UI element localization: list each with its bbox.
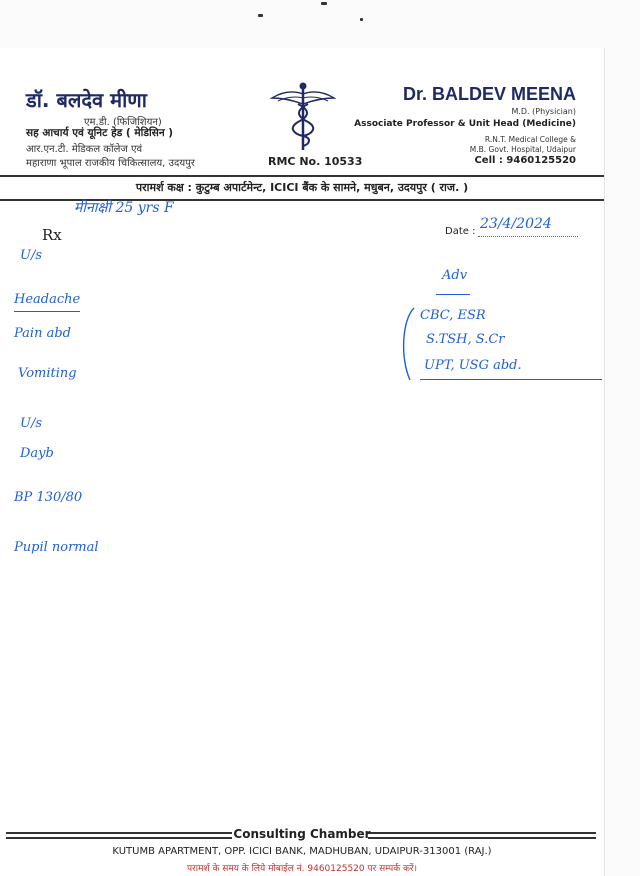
doctor-position-hindi: सह आचार्य एवं यूनिट हेड ( मेडिसिन ) xyxy=(26,127,174,139)
patient-note: मीनाक्षी 25 yrs F xyxy=(74,200,174,216)
handwritten-line: U/s xyxy=(20,248,43,263)
date-value: 23/4/2024 xyxy=(480,216,552,232)
investigation-line: S.TSH, S.Cr xyxy=(426,332,505,347)
hospital-hindi: महाराणा भूपाल राजकीय चिकित्सालय, उदयपुर xyxy=(26,158,195,169)
college-hindi: आर.एन.टी. मेडिकल कॉलेज एवं xyxy=(26,144,143,155)
underline xyxy=(14,311,80,312)
divider xyxy=(0,175,604,177)
scan-speck xyxy=(258,14,263,17)
scan-speck xyxy=(360,18,363,21)
doctor-position-english: Associate Professor & Unit Head (Medicine) xyxy=(354,119,576,129)
handwritten-line: Pain abd xyxy=(14,326,71,341)
advice-heading: Adv xyxy=(442,268,468,283)
underline xyxy=(420,379,602,380)
handwritten-line: Vomiting xyxy=(18,366,77,381)
doctor-name-english: Dr. BALDEV MEENA xyxy=(402,84,576,104)
date-label: Date : xyxy=(445,226,476,237)
doctor-name-hindi: डॉ. बलदेव मीणा xyxy=(26,88,147,112)
handwritten-line: U/s xyxy=(20,416,43,431)
footer-title: Consulting Chamber xyxy=(233,827,371,841)
hospital-english: M.B. Govt. Hospital, Udaipur xyxy=(469,145,576,154)
scan-speck xyxy=(321,2,327,5)
prescription-page xyxy=(0,48,605,876)
cell-number: Cell : 9460125520 xyxy=(474,155,576,166)
doctor-degree-english: M.D. (Physician) xyxy=(511,107,576,116)
doctor-degree-hindi: एम.डी. (फिजिशियन) xyxy=(84,117,162,128)
footer-address: KUTUMB APARTMENT, OPP. ICICI BANK, MADHUBAN, UDAIPUR-313001 (RAJ.) xyxy=(112,846,492,857)
rmc-number: RMC No. 10533 xyxy=(268,155,363,168)
college-english: R.N.T. Medical College & xyxy=(484,135,576,144)
caduceus-icon xyxy=(270,80,336,152)
handwritten-line: BP 130/80 xyxy=(14,490,83,505)
handwritten-line: Dayb xyxy=(20,446,54,461)
handwritten-line: Headache xyxy=(14,292,81,307)
chamber-address-hindi: परामर्श कक्ष : कुटुम्ब अपार्टमेन्ट, ICICI बैंक के सामने, मधुबन, उदयपुर ( राज. ) xyxy=(135,181,469,194)
investigation-line: UPT, USG abd. xyxy=(424,358,522,373)
investigation-line: CBC, ESR xyxy=(420,308,486,323)
bracket xyxy=(396,306,418,382)
footer-contact-note: परामर्श के समय के लिये मोबाईल नं. 9460125520 पर सम्पर्क करें। xyxy=(187,864,417,874)
handwritten-line: Pupil normal xyxy=(14,540,99,555)
rx-symbol: Rx xyxy=(42,226,62,244)
underline xyxy=(436,294,470,295)
date-line xyxy=(478,236,578,237)
